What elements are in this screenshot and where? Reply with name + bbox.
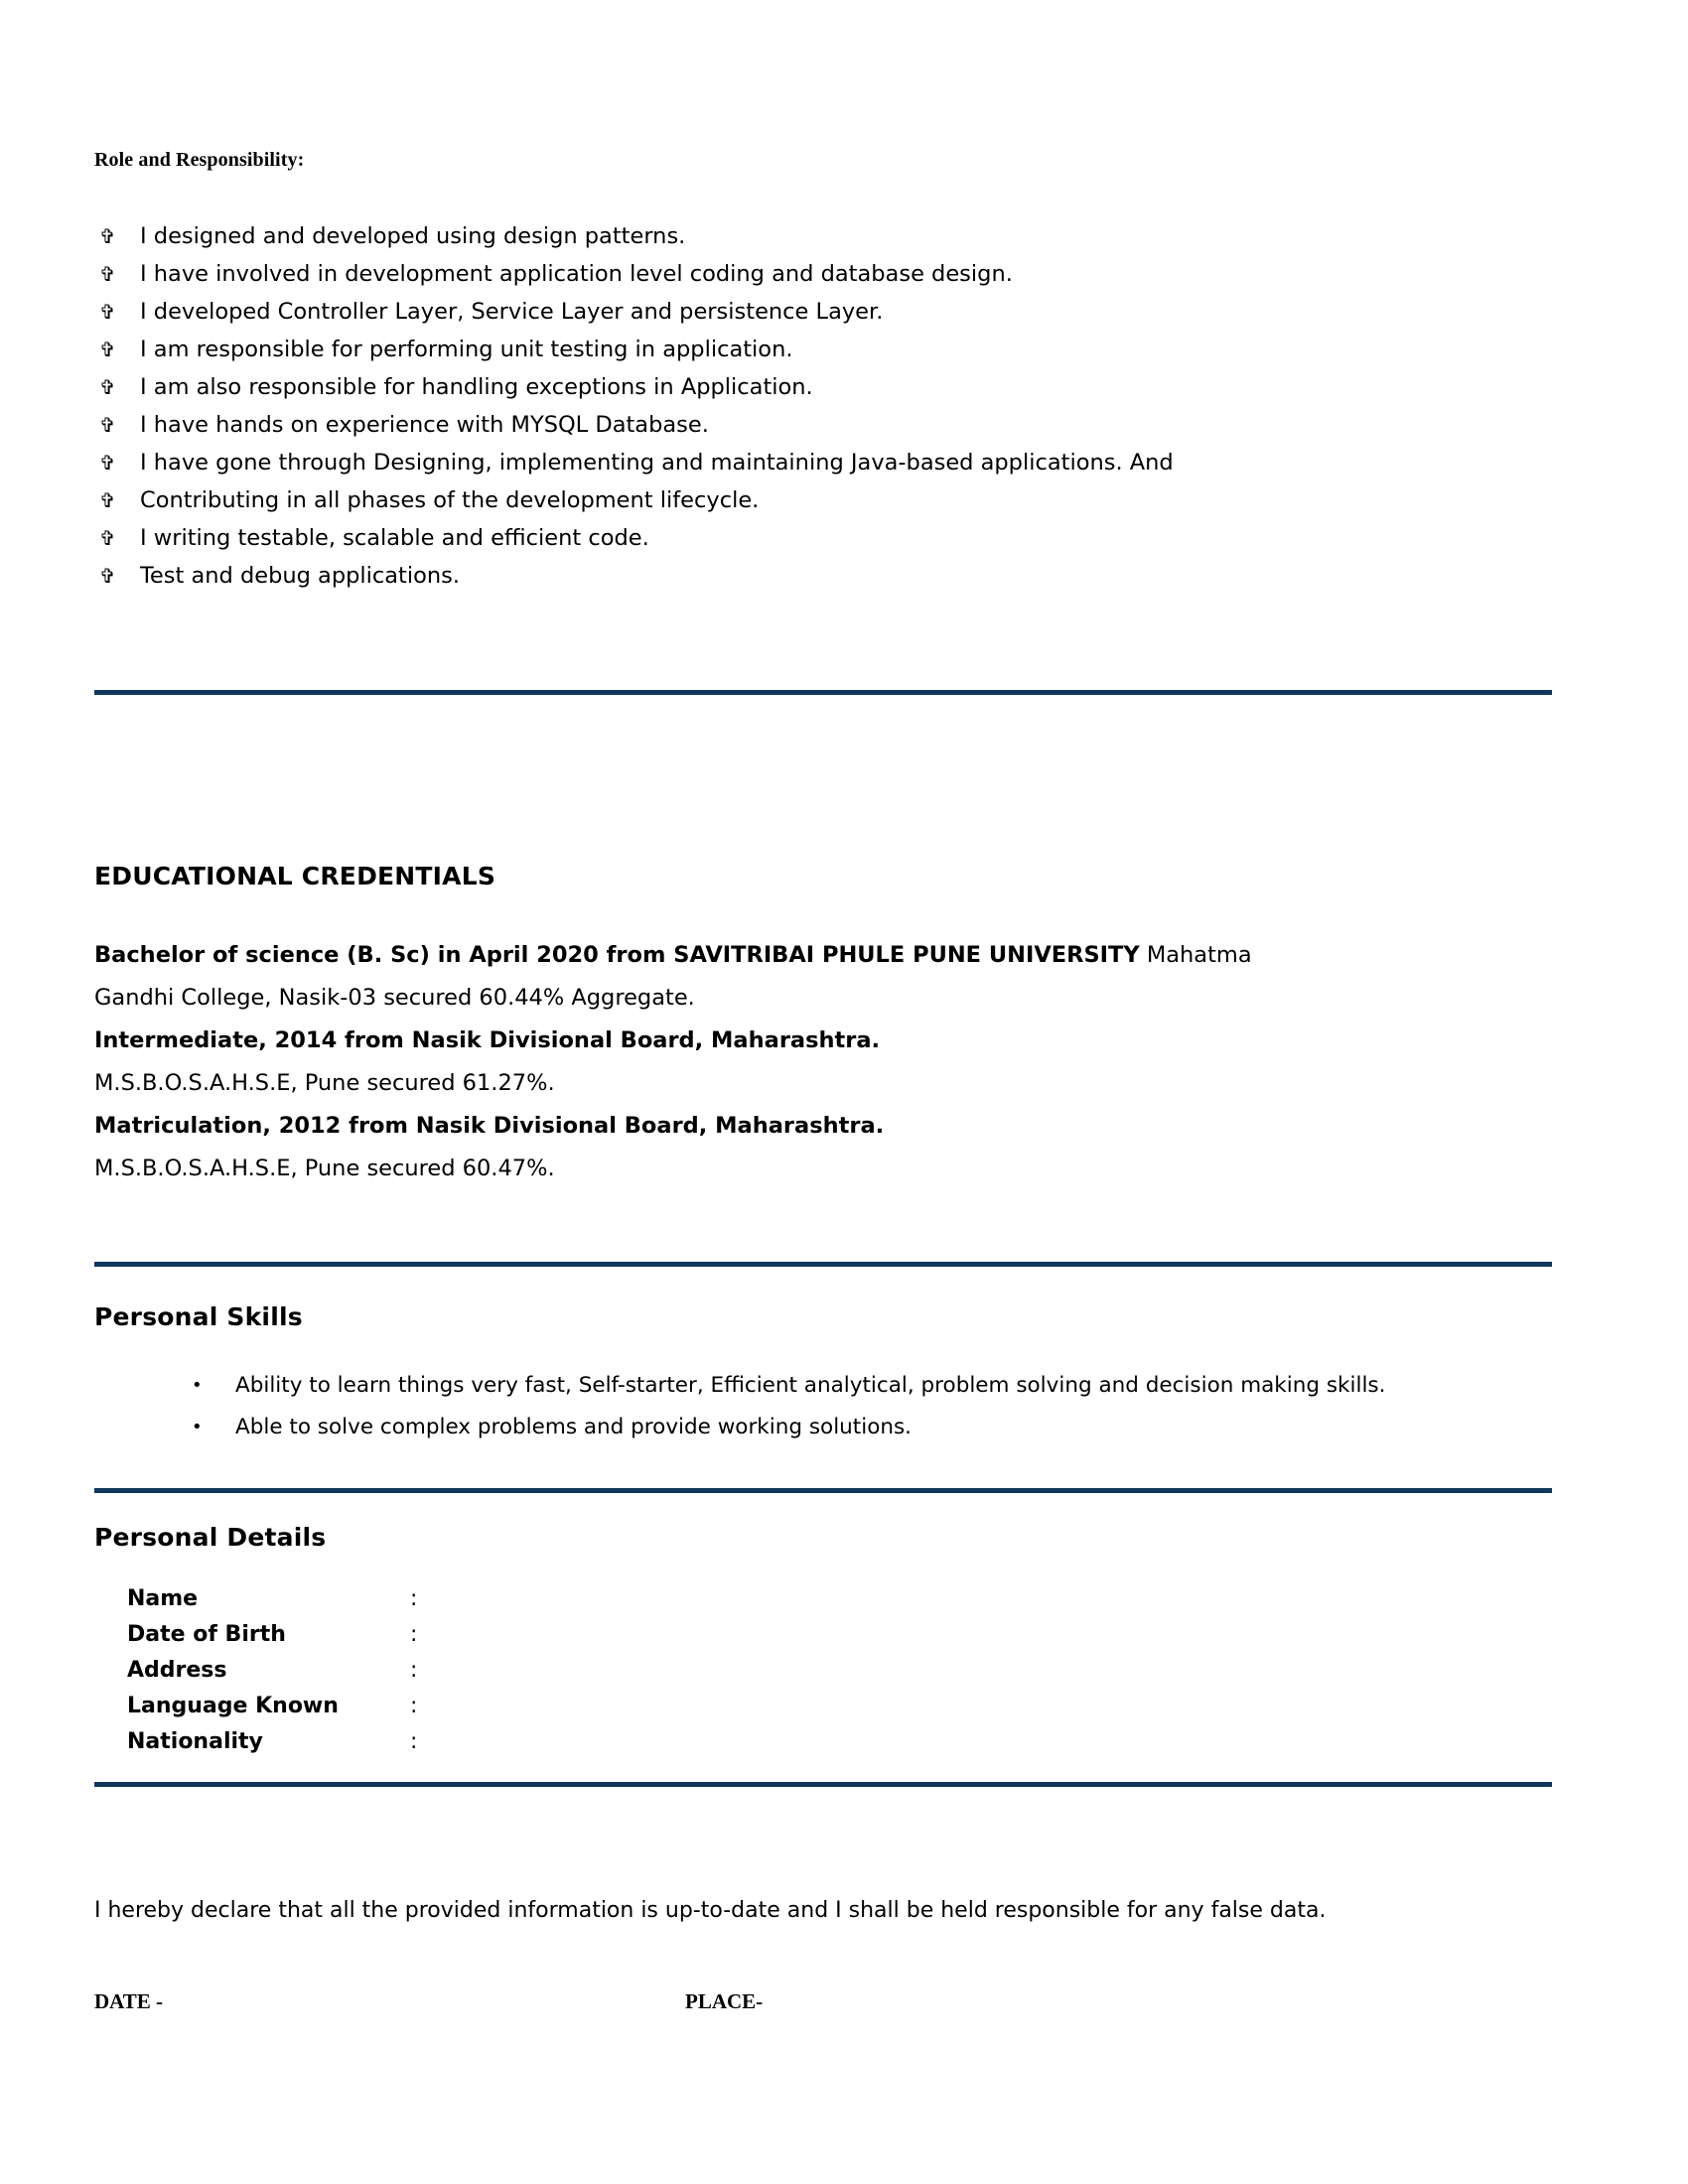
detail-value (450, 1653, 1145, 1689)
table-row (94, 1724, 1145, 1760)
education-entry-title: Matriculation, 2012 from Nasik Divisional Board, Maharashtra. (94, 1113, 885, 1139)
personal-details-heading: Personal Details (94, 1523, 327, 1552)
personal-details-table (94, 1581, 1145, 1760)
section-divider (94, 1782, 1552, 1787)
list-item-text: I am responsible for performing unit testing in application. (140, 337, 793, 362)
list-item (94, 406, 1564, 444)
education-entry-detail: M.S.B.O.S.A.H.S.E, Pune secured 60.47%. (94, 1156, 555, 1181)
section-divider (94, 690, 1552, 695)
education-entry-title: Intermediate, 2014 from Nasik Divisional Board, Maharashtra. (94, 1027, 881, 1053)
list-item-text: I writing testable, scalable and efficient code. (140, 525, 649, 551)
list-item (94, 481, 1564, 519)
cross-bullet-icon: ✞ (99, 300, 116, 324)
section-divider (94, 1488, 1552, 1493)
cross-bullet-icon: ✞ (99, 526, 116, 550)
cross-bullet-icon: ✞ (99, 488, 116, 512)
education-body (94, 934, 1564, 1190)
detail-value (450, 1724, 1145, 1760)
list-item-text: I am also responsible for handling exceptions in Application. (140, 374, 813, 400)
education-entry-title-suffix: Mahatma (1146, 942, 1252, 968)
list-item-text: Test and debug applications. (140, 563, 461, 589)
detail-value (450, 1689, 1145, 1724)
table-row (94, 1617, 1145, 1653)
education-entry (94, 934, 1564, 977)
declaration-text: I hereby declare that all the provided information is up-to-date and I shall be held responsible for any false data. (94, 1898, 1327, 1923)
cross-bullet-icon: ✞ (99, 375, 116, 399)
list-item (94, 519, 1564, 557)
detail-separator: : (410, 1694, 418, 1718)
education-heading: EDUCATIONAL CREDENTIALS (94, 862, 496, 890)
list-item (94, 557, 1564, 595)
list-item (94, 1407, 1564, 1448)
detail-label: Nationality (127, 1729, 263, 1754)
list-item (94, 217, 1564, 255)
place-label: PLACE- (685, 1989, 764, 2013)
list-item-text: I developed Controller Layer, Service Layer and persistence Layer. (140, 299, 884, 325)
detail-separator: : (410, 1586, 418, 1611)
personal-skills-list (94, 1365, 1564, 1448)
role-responsibility-heading: Role and Responsibility: (94, 149, 305, 171)
cross-bullet-icon: ✞ (99, 338, 116, 361)
list-item-text: I have involved in development application level coding and database design. (140, 261, 1013, 287)
date-label: DATE - (94, 1989, 164, 2013)
detail-value (450, 1617, 1145, 1653)
detail-separator: : (410, 1622, 418, 1647)
education-entry-detail: M.S.B.O.S.A.H.S.E, Pune secured 61.27%. (94, 1070, 555, 1096)
cross-bullet-icon: ✞ (99, 413, 116, 437)
table-row (94, 1653, 1145, 1689)
role-responsibility-list (94, 217, 1564, 595)
personal-skills-heading: Personal Skills (94, 1302, 303, 1331)
detail-separator: : (410, 1729, 418, 1754)
detail-label: Language Known (127, 1694, 339, 1718)
cross-bullet-icon: ✞ (99, 564, 116, 588)
section-divider (94, 1262, 1552, 1267)
list-item (94, 331, 1564, 368)
cross-bullet-icon: ✞ (99, 262, 116, 286)
list-item-text: I designed and developed using design patterns. (140, 223, 686, 249)
list-item-text: Able to solve complex problems and provide working solutions. (235, 1415, 913, 1439)
table-row (94, 1581, 1145, 1617)
detail-separator: : (410, 1658, 418, 1683)
detail-label: Date of Birth (127, 1622, 286, 1647)
detail-value (450, 1581, 1145, 1617)
education-entry-detail: Gandhi College, Nasik-03 secured 60.44% Aggregate. (94, 985, 695, 1011)
footer (94, 1989, 1564, 2014)
list-item-text: Contributing in all phases of the development lifecycle. (140, 487, 760, 513)
list-item (94, 293, 1564, 331)
education-entry-title: Bachelor of science (B. Sc) in April 2020 from SAVITRIBAI PHULE PUNE UNIVERSITY (94, 942, 1140, 968)
list-item-text: Ability to learn things very fast, Self-starter, Efficient analytical, problem solving and decision making skills. (235, 1373, 1386, 1398)
list-item (94, 444, 1564, 481)
list-item-text: I have gone through Designing, implementing and maintaining Java-based applications. And (140, 450, 1174, 476)
detail-label: Address (127, 1658, 227, 1683)
detail-label: Name (127, 1586, 199, 1611)
list-item (94, 255, 1564, 293)
cross-bullet-icon: ✞ (99, 224, 116, 248)
cross-bullet-icon: ✞ (99, 451, 116, 475)
page-content (94, 149, 1564, 2014)
list-item-text: I have hands on experience with MYSQL Database. (140, 412, 709, 438)
list-item (94, 368, 1564, 406)
dot-bullet-icon: • (192, 1375, 203, 1396)
table-row (94, 1689, 1145, 1724)
dot-bullet-icon: • (192, 1417, 203, 1437)
list-item (94, 1365, 1564, 1407)
